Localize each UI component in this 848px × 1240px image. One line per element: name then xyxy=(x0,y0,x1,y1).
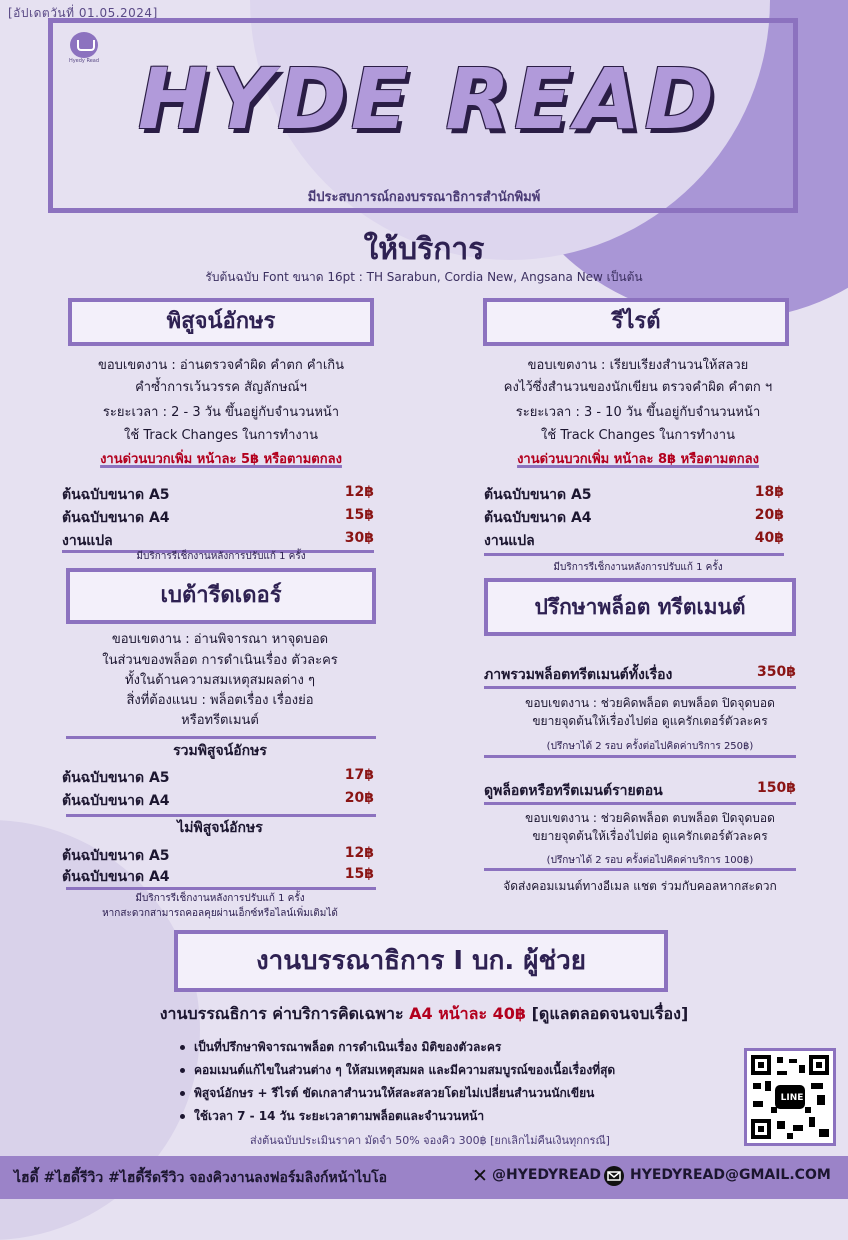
logo-text: Hyedy Read xyxy=(68,58,100,64)
consult-item-label: ดูพล็อตหรือทรีตเมนต์รายตอน xyxy=(484,783,663,799)
beta-line: สิ่งที่ต้องแนบ : พล็อตเรื่อง เรื่องย่อ xyxy=(126,693,314,708)
rewrite-rush-fee: งานด่วนบวกเพิ่ม หน้าละ 8฿ หรือตามตกลง xyxy=(517,452,759,467)
editor-price-prefix: งานบรรณธิการ ค่าบริการคิดเฉพาะ xyxy=(159,1004,404,1023)
footer-hashtags: ไฮดี้ #ไฮดี้รีวิว #ไฮดี้รีดรีวิว จองคิวงานลงฟอร์มลิงก์หน้าไบโอ xyxy=(14,1170,388,1186)
price-value: 40฿ xyxy=(754,530,784,546)
rewrite-line: ขอบเขตงาน : เรียบเรียงสำนวนให้สลวย xyxy=(527,358,749,373)
consult-footer-note: จัดส่งคอมเมนต์ทางอีเมล แชต ร่วมกับคอลหากสะดวก xyxy=(503,879,777,893)
consult-line: ขยายจุดต้นให้เรื่องไปต่อ ดูแครักเตอร์ตัวละคร xyxy=(532,714,768,728)
brand-title: HYDE READ xyxy=(137,50,719,148)
price-label: ต้นฉบับขนาด A5 xyxy=(62,487,170,503)
proofread-rush-fee: งานด่วนบวกเพิ่ม หน้าละ 5฿ หรือตามตกลง xyxy=(100,452,342,467)
list-item: คอมเมนต์แก้ไขในส่วนต่าง ๆ ให้สมเหตุสมผล และมีความสมบูรณ์ของเนื้อเรื่องที่สุด xyxy=(178,1059,615,1082)
consult-line: ขอบเขตงาน : ช่วยคิดพล็อต ตบพล็อต ปิดจุดบอด xyxy=(525,696,775,710)
beta-line: ในส่วนของพล็อต การดำเนินเรื่อง ตัวละคร xyxy=(102,653,338,668)
consult-item-overall xyxy=(484,664,796,686)
services-title: ให้บริการ xyxy=(363,232,485,267)
update-date: [อัปเดตวันที่ 01.05.2024] xyxy=(8,6,158,20)
divider xyxy=(484,868,796,871)
editor-deposit-note: ส่งต้นฉบับประเมินราคา มัดจำ 50% จองคิว 300฿ [ยกเลิกไม่คืนเงินทุกกรณี] xyxy=(250,1134,610,1147)
price-value: 30฿ xyxy=(344,530,374,546)
divider xyxy=(484,802,796,805)
price-value: 17฿ xyxy=(344,767,374,783)
price-row xyxy=(62,790,374,812)
proofread-line: ใช้ Track Changes ในการทำงาน xyxy=(124,428,318,443)
price-value: 18฿ xyxy=(754,484,784,500)
list-item: ใช้เวลา 7 - 14 วัน ระยะเวลาตามพล็อตและจำนวนหน้า xyxy=(178,1105,615,1128)
proofread-title-box xyxy=(68,298,374,346)
editor-price xyxy=(60,1004,788,1024)
editor-price-highlight: A4 หน้าละ 40฿ xyxy=(409,1004,527,1023)
rewrite-line: คงไว้ซึ่งสำนวนของนักเขียน ตรวจคำผิด คำตก ฯ xyxy=(503,380,773,395)
divider xyxy=(66,736,376,739)
editor-title-box xyxy=(174,930,668,992)
consult-item-price: 150฿ xyxy=(757,780,796,796)
price-label: ต้นฉบับขนาด A5 xyxy=(62,770,170,786)
divider xyxy=(484,755,796,758)
consult-line: ขอบเขตงาน : ช่วยคิดพล็อต ตบพล็อต ปิดจุดบอด xyxy=(525,811,775,825)
consult-line: ขยายจุดต้นให้เรื่องไปต่อ ดูแครักเตอร์ตัวละคร xyxy=(532,829,768,843)
price-value: 12฿ xyxy=(344,484,374,500)
price-row xyxy=(484,507,784,529)
x-logo-icon[interactable]: ✕ xyxy=(472,1165,488,1187)
proofread-line: ระยะเวลา : 2 - 3 วัน ขึ้นอยู่กับจำนวนหน้า xyxy=(102,405,340,420)
footer-x-handle[interactable]: @HYEDYREAD xyxy=(492,1167,601,1183)
price-label: งานแปล xyxy=(484,533,535,549)
list-item: เป็นที่ปรึกษาพิจารณาพล็อต การดำเนินเรื่อง มิติของตัวละคร xyxy=(178,1036,615,1059)
price-row xyxy=(62,484,374,506)
divider xyxy=(484,553,784,556)
beta-note: มีบริการรีเช็กงานหลังการปรับแก้ 1 ครั้ง xyxy=(135,893,305,904)
rewrite-line: ระยะเวลา : 3 - 10 วัน ขึ้นอยู่กับจำนวนหน้า xyxy=(515,405,761,420)
price-value: 20฿ xyxy=(344,790,374,806)
consult-item-label: ภาพรวมพล็อตทรีตเมนต์ทั้งเรื่อง xyxy=(484,667,673,683)
price-label: ต้นฉบับขนาด A4 xyxy=(62,869,170,885)
beta-without-proofread-label: ไม่พิสูจน์อักษร xyxy=(177,820,263,836)
proofread-note: มีบริการรีเช็กงานหลังการปรับแก้ 1 ครั้ง xyxy=(136,551,306,562)
price-row xyxy=(62,507,374,529)
beta-title: เบต้ารีดเดอร์ xyxy=(160,583,282,608)
price-row xyxy=(484,530,784,552)
price-label: ต้นฉบับขนาด A5 xyxy=(484,487,592,503)
rewrite-title: รีไรต์ xyxy=(611,309,661,334)
editor-bullet-list xyxy=(178,1036,615,1128)
proofread-line: ขอบเขตงาน : อ่านตรวจคำผิด คำตก คำเกิน xyxy=(97,358,345,373)
price-row xyxy=(62,767,374,789)
price-label: ต้นฉบับขนาด A4 xyxy=(484,510,592,526)
footer-email[interactable]: HYEDYREAD@GMAIL.COM xyxy=(630,1167,831,1183)
proofread-line: คำซ้ำการเว้นวรรค สัญลักษณ์ฯ xyxy=(135,380,307,395)
line-qr-code[interactable] xyxy=(744,1048,836,1146)
beta-line: หรือทรีตเมนต์ xyxy=(181,713,259,728)
beta-line: ทั้งในด้านความสมเหตุสมผลต่าง ๆ xyxy=(125,673,315,688)
services-subtitle: รับต้นฉบับ Font ขนาด 16pt : TH Sarabun, Cordia New, Angsana New เป็นต้น xyxy=(205,270,643,284)
book-icon xyxy=(70,32,98,58)
consult-title: ปรึกษาพล็อต ทรีตเมนต์ xyxy=(534,595,746,619)
price-row xyxy=(484,484,784,506)
beta-note: หากสะดวกสามารถคอลคุยผ่านเอ็กซ์หรือไลน์เพิ่มเติมได้ xyxy=(102,908,338,919)
price-row xyxy=(62,845,374,867)
price-label: ต้นฉบับขนาด A4 xyxy=(62,510,170,526)
divider xyxy=(66,887,376,890)
logo xyxy=(68,32,100,72)
divider xyxy=(66,814,376,817)
price-label: ต้นฉบับขนาด A4 xyxy=(62,793,170,809)
price-value: 15฿ xyxy=(344,507,374,523)
price-value: 15฿ xyxy=(344,866,374,882)
rewrite-line: ใช้ Track Changes ในการทำงาน xyxy=(541,428,735,443)
consult-title-box xyxy=(484,578,796,636)
price-row xyxy=(62,866,374,888)
price-value: 12฿ xyxy=(344,845,374,861)
qr-label: LINE xyxy=(780,1093,804,1103)
proofread-title: พิสูจน์อักษร xyxy=(166,309,276,334)
consult-item-price: 350฿ xyxy=(757,664,796,680)
beta-line: ขอบเขตงาน : อ่านพิจารณา หาจุดบอด xyxy=(111,632,329,647)
price-label: งานแปล xyxy=(62,533,113,549)
beta-title-box xyxy=(66,568,376,624)
divider xyxy=(484,686,796,689)
price-value: 20฿ xyxy=(754,507,784,523)
consult-item-episode xyxy=(484,780,796,802)
rewrite-note: มีบริการรีเช็กงานหลังการปรับแก้ 1 ครั้ง xyxy=(553,562,723,573)
price-label: ต้นฉบับขนาด A5 xyxy=(62,848,170,864)
list-item: พิสูจน์อักษร + รีไรต์ ขัดเกลาสำนวนให้สละสลวยโดยไม่เปลี่ยนสำนวนนักเขียน xyxy=(178,1082,615,1105)
consult-note: (ปรึกษาได้ 2 รอบ ครั้งต่อไปคิดค่าบริการ 100฿) xyxy=(546,855,754,866)
editor-title: งานบรรณาธิการ I บก. ผู้ช่วย xyxy=(255,946,587,976)
editor-price-suffix: [ดูแลตลอดจนจบเรื่อง] xyxy=(531,1004,689,1023)
rewrite-title-box xyxy=(483,298,789,346)
brand-subtitle: มีประสบการณ์กองบรรณาธิการสำนักพิมพ์ xyxy=(307,190,541,205)
beta-with-proofread-label: รวมพิสูจน์อักษร xyxy=(173,743,267,759)
footer-bar xyxy=(0,1156,848,1199)
mail-icon xyxy=(604,1166,624,1186)
consult-note: (ปรึกษาได้ 2 รอบ ครั้งต่อไปคิดค่าบริการ 250฿) xyxy=(546,741,754,752)
